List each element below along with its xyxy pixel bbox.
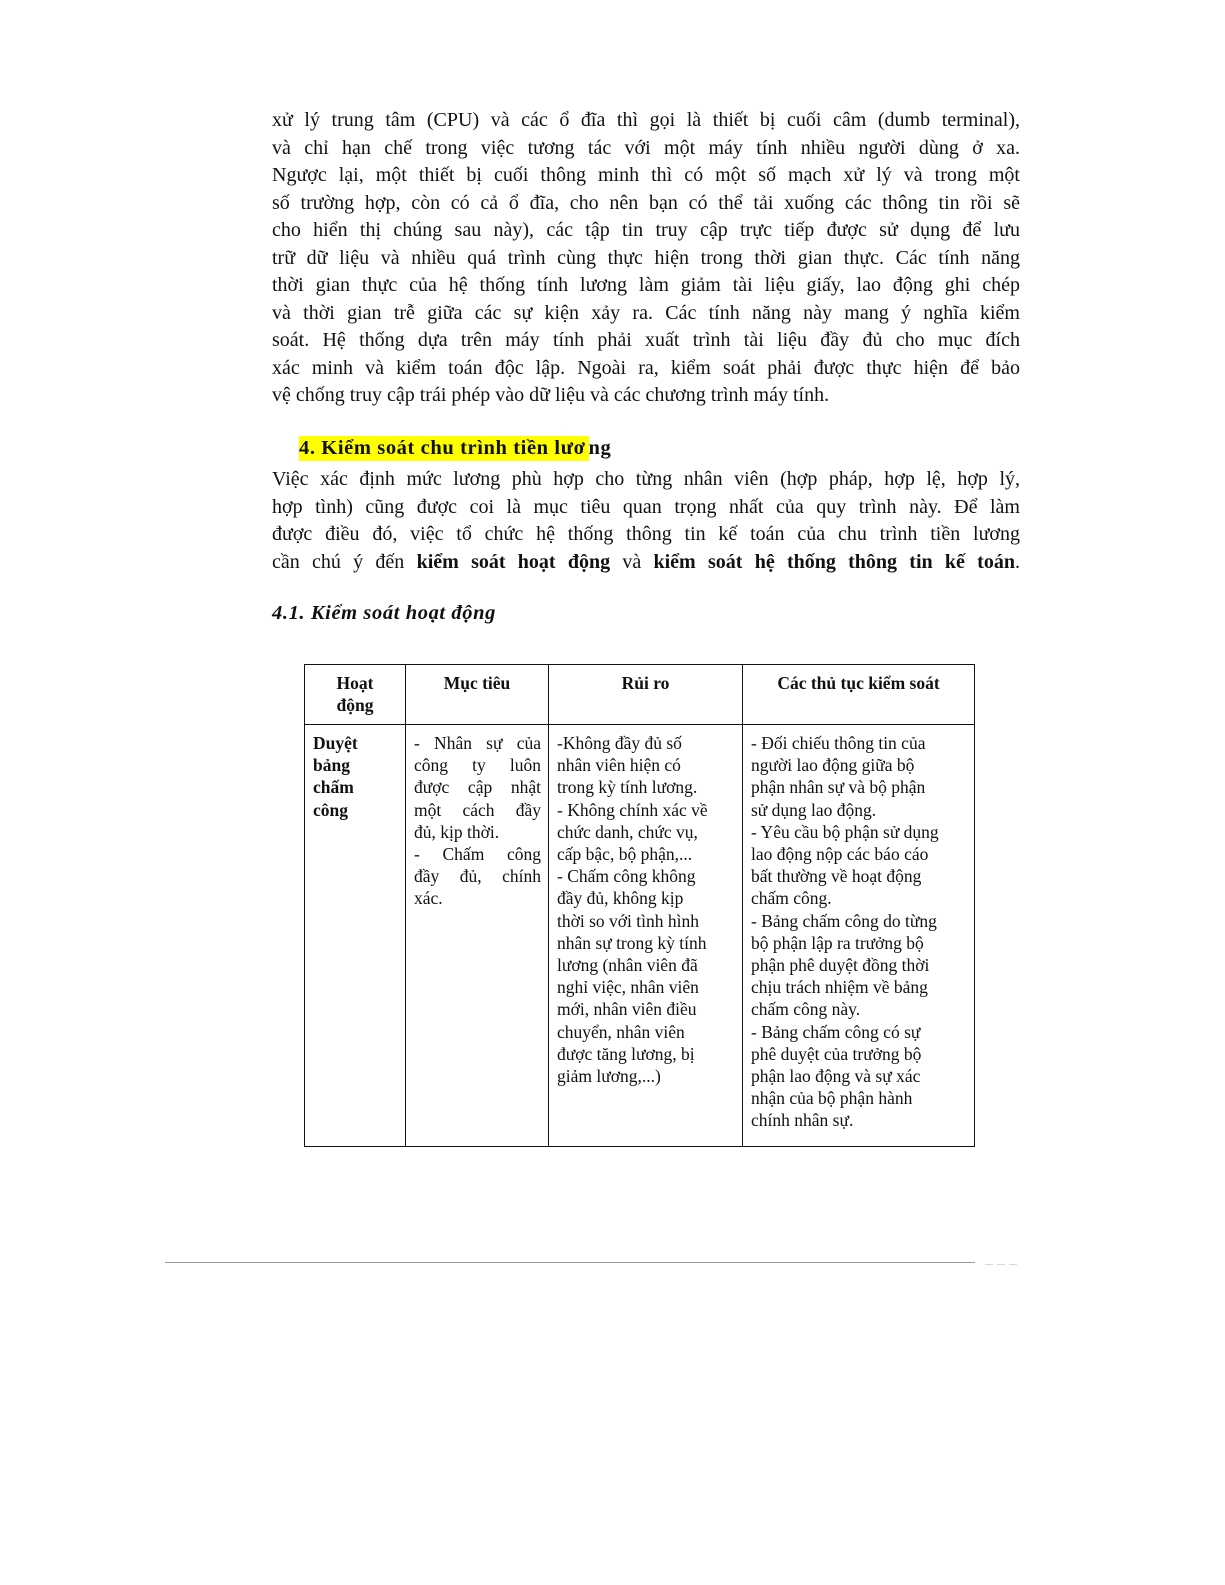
text-line: trữ dữ liệu và nhiều quá trình cùng thực hiện trong thời gian thực. Các tính năng — [272, 246, 1020, 269]
footer-mark: — — — — [985, 1259, 1018, 1268]
section-4-1-heading: 4.1. Kiểm soát hoạt động — [272, 602, 496, 624]
table-header-row — [305, 665, 975, 725]
text-line: xác minh và kiểm toán độc lập. Ngoài ra, kiểm soát phải được thực hiện để bảo — [272, 356, 1020, 379]
text-line: Việc xác định mức lương phù hợp cho từng nhân viên (hợp pháp, hợp lệ, hợp lý, — [272, 468, 1020, 490]
text-line: xử lý trung tâm (CPU) và các ổ đĩa thì gọi là thiết bị cuối câm (dumb terminal), — [272, 109, 1020, 131]
text-line: được điều đó, việc tổ chức hệ thống thông tin kế toán của chu trình tiền lương — [272, 523, 1020, 545]
text-fragment: và — [610, 550, 654, 573]
cell-risk: -Không đầy đủ số nhân viên hiện có trong kỳ tính lương. - Không chính xác về chức danh, chức vụ, cấp bậc, bộ phận,... - Chấm công không đầy đủ, không kịp thời so với tình hình nhân sự trong kỳ tính lương (nhân viên đã nghỉ việc, nhân viên mới, nhân viên điều chuyển, nhân viên được tăng lương, bị giảm lương,...) — [549, 725, 743, 1147]
text-line: hợp tình) cũng được coi là mục tiêu quan trọng nhất của quy trình này. Để làm — [272, 495, 1020, 518]
control-table — [304, 664, 975, 1147]
bold-term: kiểm soát hoạt động — [416, 550, 611, 573]
text-line: Ngược lại, một thiết bị cuối thông minh thì có một số mạch xử lý và trong một — [272, 164, 1020, 186]
text-fragment: cần chú ý đến — [272, 550, 417, 573]
text-line — [272, 549, 1020, 577]
text-line: soát. Hệ thống dựa trên máy tính phải xuất trình tài liệu đầy đủ cho mục đích — [272, 329, 1020, 351]
heading-highlight: 4. Kiểm soát chu trình tiền lươ — [299, 436, 589, 461]
body-paragraph-1 — [272, 107, 1020, 410]
section-4-heading — [299, 437, 611, 460]
text-fragment: . — [1014, 550, 1020, 573]
header-controls: Các thủ tục kiểm soát — [743, 665, 975, 725]
header-risk: Rủi ro — [549, 665, 743, 725]
body-paragraph-2 — [272, 466, 1020, 576]
footer-divider — [165, 1262, 975, 1263]
text-line: cho hiển thị chúng sau này), các tập tin truy cập trực tiếp được sử dụng để lưu — [272, 219, 1020, 241]
header-activity: Hoạt động — [305, 665, 406, 725]
text-line: và chỉ hạn chế trong việc tương tác với một máy tính nhiều người dùng ở xa. — [272, 136, 1020, 159]
cell-controls: - Đối chiếu thông tin của người lao động giữa bộ phận nhân sự và bộ phận sử dụng lao động. - Yêu cầu bộ phận sử dụng lao động nộp các báo cáo bất thường về hoạt động chấm công. - Bảng chấm công do từng bộ phận lập ra trưởng bộ phận phê duyệt đồng thời chịu trách nhiệm về bảng chấm công này. - Bảng chấm công có sự phê duyệt của trưởng bộ phận lao động và sự xác nhận của bộ phận hành chính nhân sự. — [743, 725, 975, 1147]
text-line: và thời gian trễ giữa các sự kiện xảy ra. Các tính năng này mang ý nghĩa kiểm — [272, 301, 1020, 324]
heading-rest: ng — [588, 437, 612, 459]
cell-activity: Duyệt bảng chấm công — [305, 725, 406, 1147]
text-line: vệ chống truy cập trái phép vào dữ liệu và các chương trình máy tính. — [272, 384, 830, 406]
header-objective: Mục tiêu — [406, 665, 549, 725]
bold-term: kiểm soát hệ thống thông tin kế toán — [653, 550, 1015, 573]
table-row — [305, 725, 975, 1147]
text-line: thời gian thực của hệ thống tính lương làm giảm tài liệu giấy, lao động ghi chép — [272, 274, 1020, 296]
cell-objective: - Nhân sự của công ty luôn được cập nhật một cách đầy đủ, kịp thời. - Chấm công đầy đủ, chính xác. — [406, 725, 549, 1147]
text-line: số trường hợp, còn có cả ổ đĩa, cho nên bạn có thể tải xuống các thông tin rồi sẽ — [272, 191, 1020, 214]
